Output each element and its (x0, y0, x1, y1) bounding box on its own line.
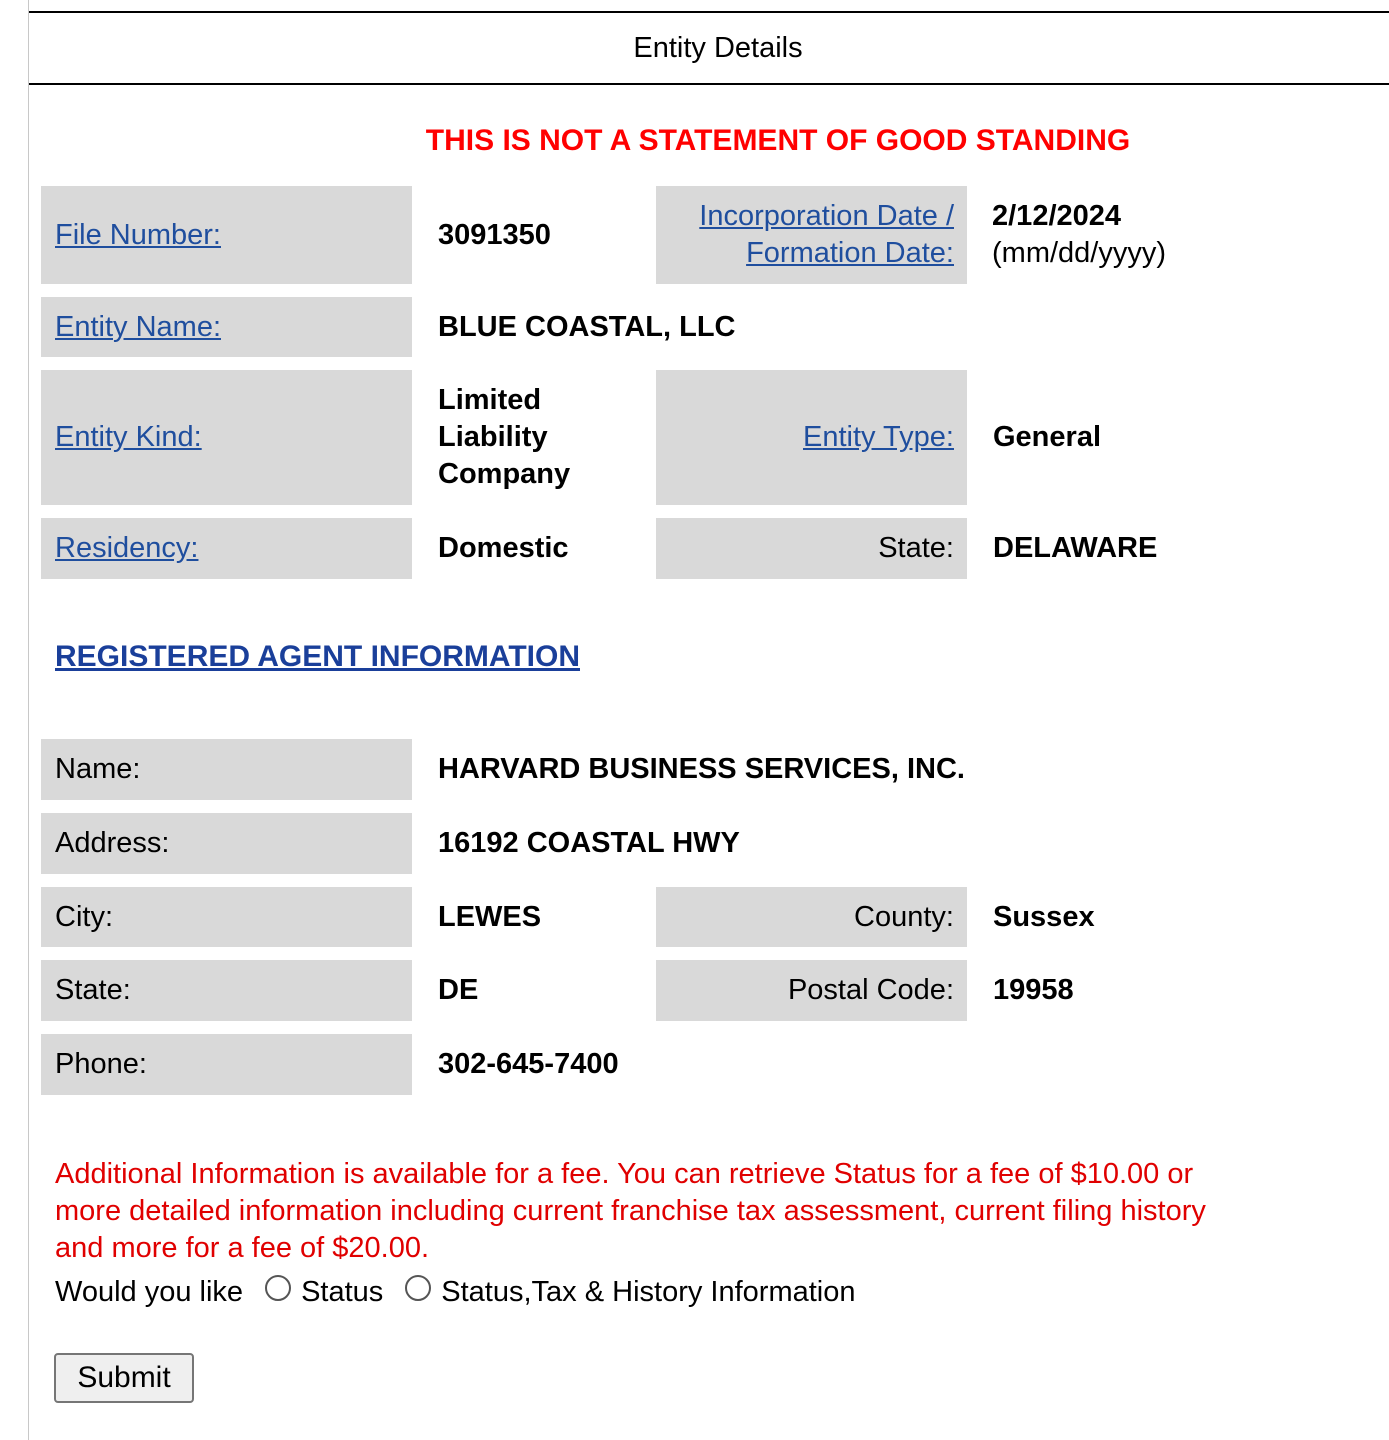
state-label: State: (656, 518, 967, 579)
file-number-link[interactable]: File Number: (55, 218, 221, 251)
residency-label-cell (41, 518, 412, 579)
fee-info-line3: and more for a fee of $20.00. (55, 1232, 430, 1264)
file-number-value: 3091350 (438, 218, 551, 251)
status-tax-history-option[interactable] (405, 1276, 855, 1309)
entity-kind-line2: Liability (438, 421, 548, 453)
residency-link[interactable]: Residency: (55, 532, 199, 564)
agent-phone-value: 302-645-7400 (438, 1048, 619, 1080)
good-standing-warning: THIS IS NOT A STATEMENT OF GOOD STANDING (425, 124, 1131, 157)
entity-kind-line1: Limited (438, 384, 542, 416)
agent-postal-value: 19958 (993, 974, 1074, 1006)
agent-name-label: Name: (41, 739, 412, 800)
status-radio[interactable] (265, 1275, 291, 1301)
status-option-label: Status (301, 1276, 384, 1308)
incorporation-date-label-cell (656, 186, 967, 284)
agent-city-label: City: (41, 887, 412, 947)
info-options (55, 1276, 856, 1309)
entity-kind-line3: Company (438, 458, 571, 490)
agent-postal-label: Postal Code: (656, 960, 967, 1021)
agent-county-label: County: (656, 887, 967, 947)
entity-type-value: General (993, 421, 1101, 453)
agent-address-value: 16192 COASTAL HWY (438, 827, 740, 859)
agent-phone-label: Phone: (41, 1034, 412, 1095)
incorporation-date-cell (967, 186, 1367, 284)
incorporation-label-line2: Formation Date: (746, 237, 954, 269)
page-title: Entity Details (633, 31, 803, 64)
submit-button[interactable]: Submit (54, 1353, 194, 1403)
fee-info-line2: more detailed information including current franchise tax assessment, current filing history (55, 1195, 1206, 1227)
entity-type-label-cell (656, 370, 967, 505)
agent-state-label: State: (41, 960, 412, 1021)
residency-value: Domestic (438, 532, 569, 564)
fee-information-text (55, 1156, 1365, 1267)
entity-kind-value (412, 370, 656, 505)
registered-agent-info-link[interactable]: REGISTERED AGENT INFORMATION (55, 640, 580, 673)
entity-name-value: BLUE COASTAL, LLC (438, 310, 736, 343)
status-option[interactable] (265, 1276, 383, 1309)
entity-type-link[interactable]: Entity Type: (803, 421, 954, 453)
page-left-border (28, 0, 29, 1440)
incorporation-date-link[interactable] (699, 198, 954, 272)
entity-kind-link[interactable]: Entity Kind: (55, 421, 202, 453)
state-value: DELAWARE (993, 532, 1158, 564)
incorporation-label-line1: Incorporation Date / (699, 200, 954, 232)
entity-name-link[interactable]: Entity Name: (55, 310, 221, 343)
file-number-label-cell (41, 186, 412, 284)
options-prompt: Would you like (55, 1276, 244, 1308)
status-tax-history-radio[interactable] (405, 1275, 431, 1301)
date-format-hint: (mm/dd/yyyy) (992, 237, 1166, 269)
status-tax-history-label: Status,Tax & History Information (441, 1276, 856, 1308)
agent-city-value: LEWES (438, 900, 542, 933)
entity-name-label-cell (41, 297, 412, 357)
fee-info-line1: Additional Information is available for a fee. You can retrieve Status for a fee of $10.00 or (55, 1158, 1194, 1190)
page-header (29, 11, 1389, 85)
agent-state-value: DE (438, 974, 479, 1006)
agent-address-label: Address: (41, 813, 412, 874)
agent-name-value: HARVARD BUSINESS SERVICES, INC. (438, 753, 965, 785)
entity-kind-label-cell (41, 370, 412, 505)
agent-county-value: Sussex (993, 900, 1095, 933)
incorporation-date-value: 2/12/2024 (992, 200, 1122, 232)
